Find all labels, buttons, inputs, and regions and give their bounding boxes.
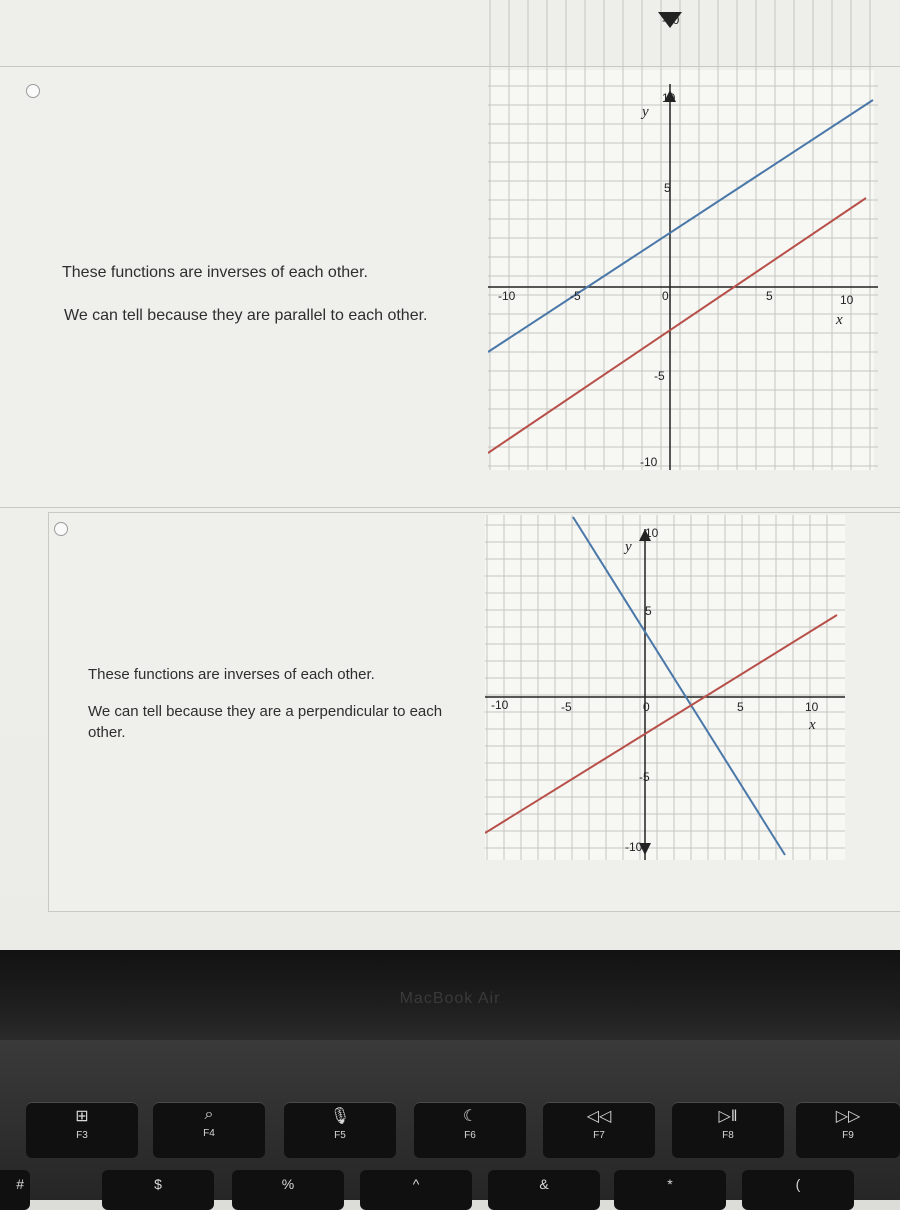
graph-1-tick-x-neg5: -5 <box>570 289 581 303</box>
graph-2-tick-x-10: 10 <box>805 700 819 714</box>
graph-2-tick-origin: 0 <box>643 700 650 714</box>
graph-1-tick-y-10: 10 <box>662 91 676 105</box>
radio-option-1[interactable] <box>26 84 40 98</box>
graph-1-tick-x-neg10: -10 <box>498 289 516 303</box>
f4-key[interactable] <box>153 1102 265 1158</box>
graph-1-background <box>490 70 874 470</box>
graph-1-tick-x-10: 10 <box>840 293 854 307</box>
graph-1-tick-origin: 0 <box>662 289 669 303</box>
f8-key[interactable] <box>672 1102 784 1158</box>
f9-label: F9 <box>842 1130 854 1141</box>
graph-1-y-label: y <box>642 104 649 120</box>
f3-key[interactable] <box>26 1102 138 1158</box>
search-icon: ⌕ <box>204 1106 214 1123</box>
key-percent[interactable]: % <box>232 1170 344 1210</box>
f5-key[interactable] <box>284 1102 396 1158</box>
microphone-icon: 🎙 <box>329 1108 351 1125</box>
moon-icon: ☾ <box>462 1108 478 1125</box>
graph-1-tick-top-arrow: -10 <box>662 13 680 27</box>
graph-2-tick-y-neg10: -10 <box>625 840 643 854</box>
option-2-statement: These functions are inverses of each other. <box>88 666 375 683</box>
laptop-brand: MacBook Air <box>399 990 501 1007</box>
graph-2-tick-y-neg5: -5 <box>639 770 650 784</box>
graph-2-svg <box>485 515 845 860</box>
key-dollar[interactable]: $ <box>102 1170 214 1210</box>
graph-2-tick-x-neg10: -10 <box>491 698 509 712</box>
key-asterisk[interactable]: * <box>614 1170 726 1210</box>
f3-label: F3 <box>76 1130 88 1141</box>
key-caret[interactable]: ^ <box>360 1170 472 1210</box>
graph-2-tick-y-10: 10 <box>645 526 659 540</box>
graph-2-background <box>485 515 845 860</box>
f6-label: F6 <box>464 1130 476 1141</box>
graph-2-tick-y-5: 5 <box>645 604 652 618</box>
f6-key[interactable] <box>414 1102 526 1158</box>
option-1-reason: We can tell because they are parallel to each other. <box>64 307 428 324</box>
play-pause-icon: ▷‖ <box>718 1108 738 1125</box>
f4-label: F4 <box>203 1128 215 1139</box>
f9-key[interactable] <box>796 1102 900 1158</box>
key-hash[interactable]: # <box>0 1170 30 1210</box>
f7-label: F7 <box>593 1130 605 1141</box>
mission-control-icon: ⊞ <box>75 1108 89 1125</box>
graph-1-tick-y-5: 5 <box>664 181 671 195</box>
graph-2-tick-x-neg5: -5 <box>561 700 572 714</box>
f8-label: F8 <box>722 1130 734 1141</box>
graph-1-tick-y-neg5: -5 <box>654 369 665 383</box>
graph-1-tick-y-neg10: -10 <box>640 455 658 469</box>
graph-2 <box>485 515 845 860</box>
graph-1-tick-x-5: 5 <box>766 289 773 303</box>
graph-2-x-label: x <box>809 717 816 733</box>
f5-label: F5 <box>334 1130 346 1141</box>
key-ampersand[interactable]: & <box>488 1170 600 1210</box>
graph-1-svg <box>488 0 878 470</box>
fast-forward-icon: ▷▷ <box>835 1108 861 1125</box>
graph-2-tick-x-5: 5 <box>737 700 744 714</box>
f7-key[interactable] <box>543 1102 655 1158</box>
option-1-statement: These functions are inverses of each other. <box>62 264 368 281</box>
option-2-reason: We can tell because they are a perpendicular to each <box>88 703 443 720</box>
graph-1 <box>488 0 878 470</box>
graph-1-x-label: x <box>836 312 843 328</box>
radio-option-2[interactable] <box>54 522 68 536</box>
option-2-reason-cont: other. <box>88 724 126 741</box>
key-paren[interactable]: ( <box>742 1170 854 1210</box>
graph-2-y-label: y <box>625 539 632 555</box>
rewind-icon: ◁◁ <box>586 1108 612 1125</box>
